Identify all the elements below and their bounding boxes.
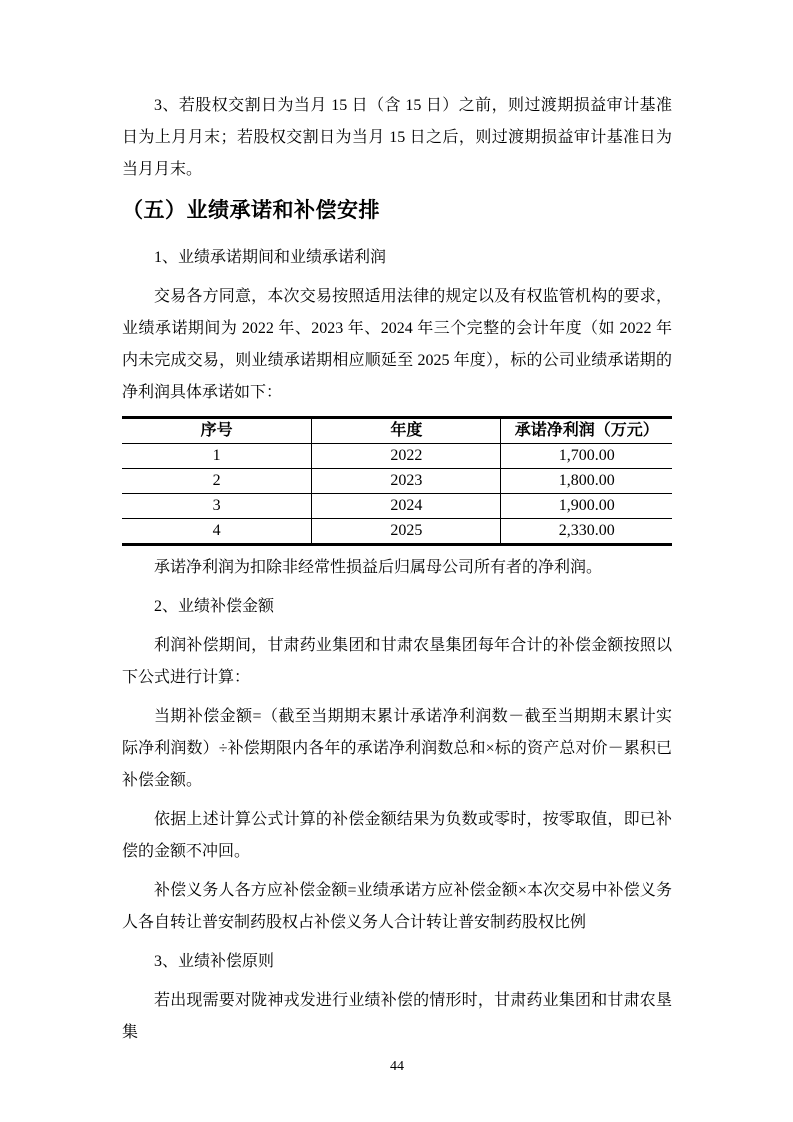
table-row xyxy=(122,494,672,519)
cell-seq: 1 xyxy=(122,444,312,469)
page-number: 44 xyxy=(390,1059,404,1074)
para-zero-value-rule: 依据上述计算公式计算的补偿金额结果为负数或零时，按零取值，即已补偿的金额不冲回。 xyxy=(122,811,672,860)
cell-year: 2025 xyxy=(312,519,501,545)
cell-year: 2023 xyxy=(312,469,501,494)
section-heading: （五）业绩承诺和补偿安排 xyxy=(122,199,380,222)
para-compensation-formula: 当期补偿金额=（截至当期期末累计承诺净利润数－截至当期期末累计实际净利润数）÷补偿期限内各年的承诺净利润数总和×标的资产总对价－累积已补偿金额。 xyxy=(122,708,672,789)
cell-seq: 2 xyxy=(122,469,312,494)
cell-year: 2022 xyxy=(312,444,501,469)
table-row xyxy=(122,519,672,545)
para-compensation-principle: 若出现需要对陇神戎发进行业绩补偿的情形时，甘肃药业集团和甘肃农垦集 xyxy=(122,992,672,1041)
cell-profit: 1,800.00 xyxy=(501,469,672,494)
cell-profit: 1,700.00 xyxy=(501,444,672,469)
table-row xyxy=(122,444,672,469)
table-header-year: 年度 xyxy=(312,418,501,444)
item-title-3: 3、业绩补偿原则 xyxy=(154,953,275,970)
item-title-2: 2、业绩补偿金额 xyxy=(154,598,275,615)
cell-profit: 1,900.00 xyxy=(501,494,672,519)
para-net-profit-note: 承诺净利润为扣除非经常性损益后归属母公司所有者的净利润。 xyxy=(154,559,603,576)
table-header-row xyxy=(122,418,672,444)
cell-seq: 3 xyxy=(122,494,312,519)
table-row xyxy=(122,469,672,494)
cell-seq: 4 xyxy=(122,519,312,545)
item-title-1: 1、业绩承诺期间和业绩承诺利润 xyxy=(154,249,387,266)
para-obligor-formula: 补偿义务人各方应补偿金额=业绩承诺方应补偿金额×本次交易中补偿义务人各自转让普安制药股权占补偿义务人合计转让普安制药股权比例 xyxy=(122,882,672,931)
table-header-seq: 序号 xyxy=(122,418,312,444)
profit-commitment-table xyxy=(122,416,672,546)
table-header-profit: 承诺净利润（万元） xyxy=(501,418,672,444)
cell-year: 2024 xyxy=(312,494,501,519)
para-compensation-intro: 利润补偿期间，甘肃药业集团和甘肃农垦集团每年合计的补偿金额按照以下公式进行计算： xyxy=(122,637,672,686)
para-commitment-period: 交易各方同意，本次交易按照适用法律的规定以及有权监管机构的要求，业绩承诺期间为 2022 年、2023 年、2024 年三个完整的会计年度（如 2022 年内未完成交易，则业绩承诺期相应顺延至 2025 年度），标的公司业绩承诺期的净利润具体承诺如下： xyxy=(122,288,672,401)
para-equity-delivery-rule: 3、若股权交割日为当月 15 日（含 15 日）之前，则过渡期损益审计基准日为上月月末；若股权交割日为当月 15 日之后，则过渡期损益审计基准日为当月月末。 xyxy=(122,97,672,178)
cell-profit: 2,330.00 xyxy=(501,519,672,545)
